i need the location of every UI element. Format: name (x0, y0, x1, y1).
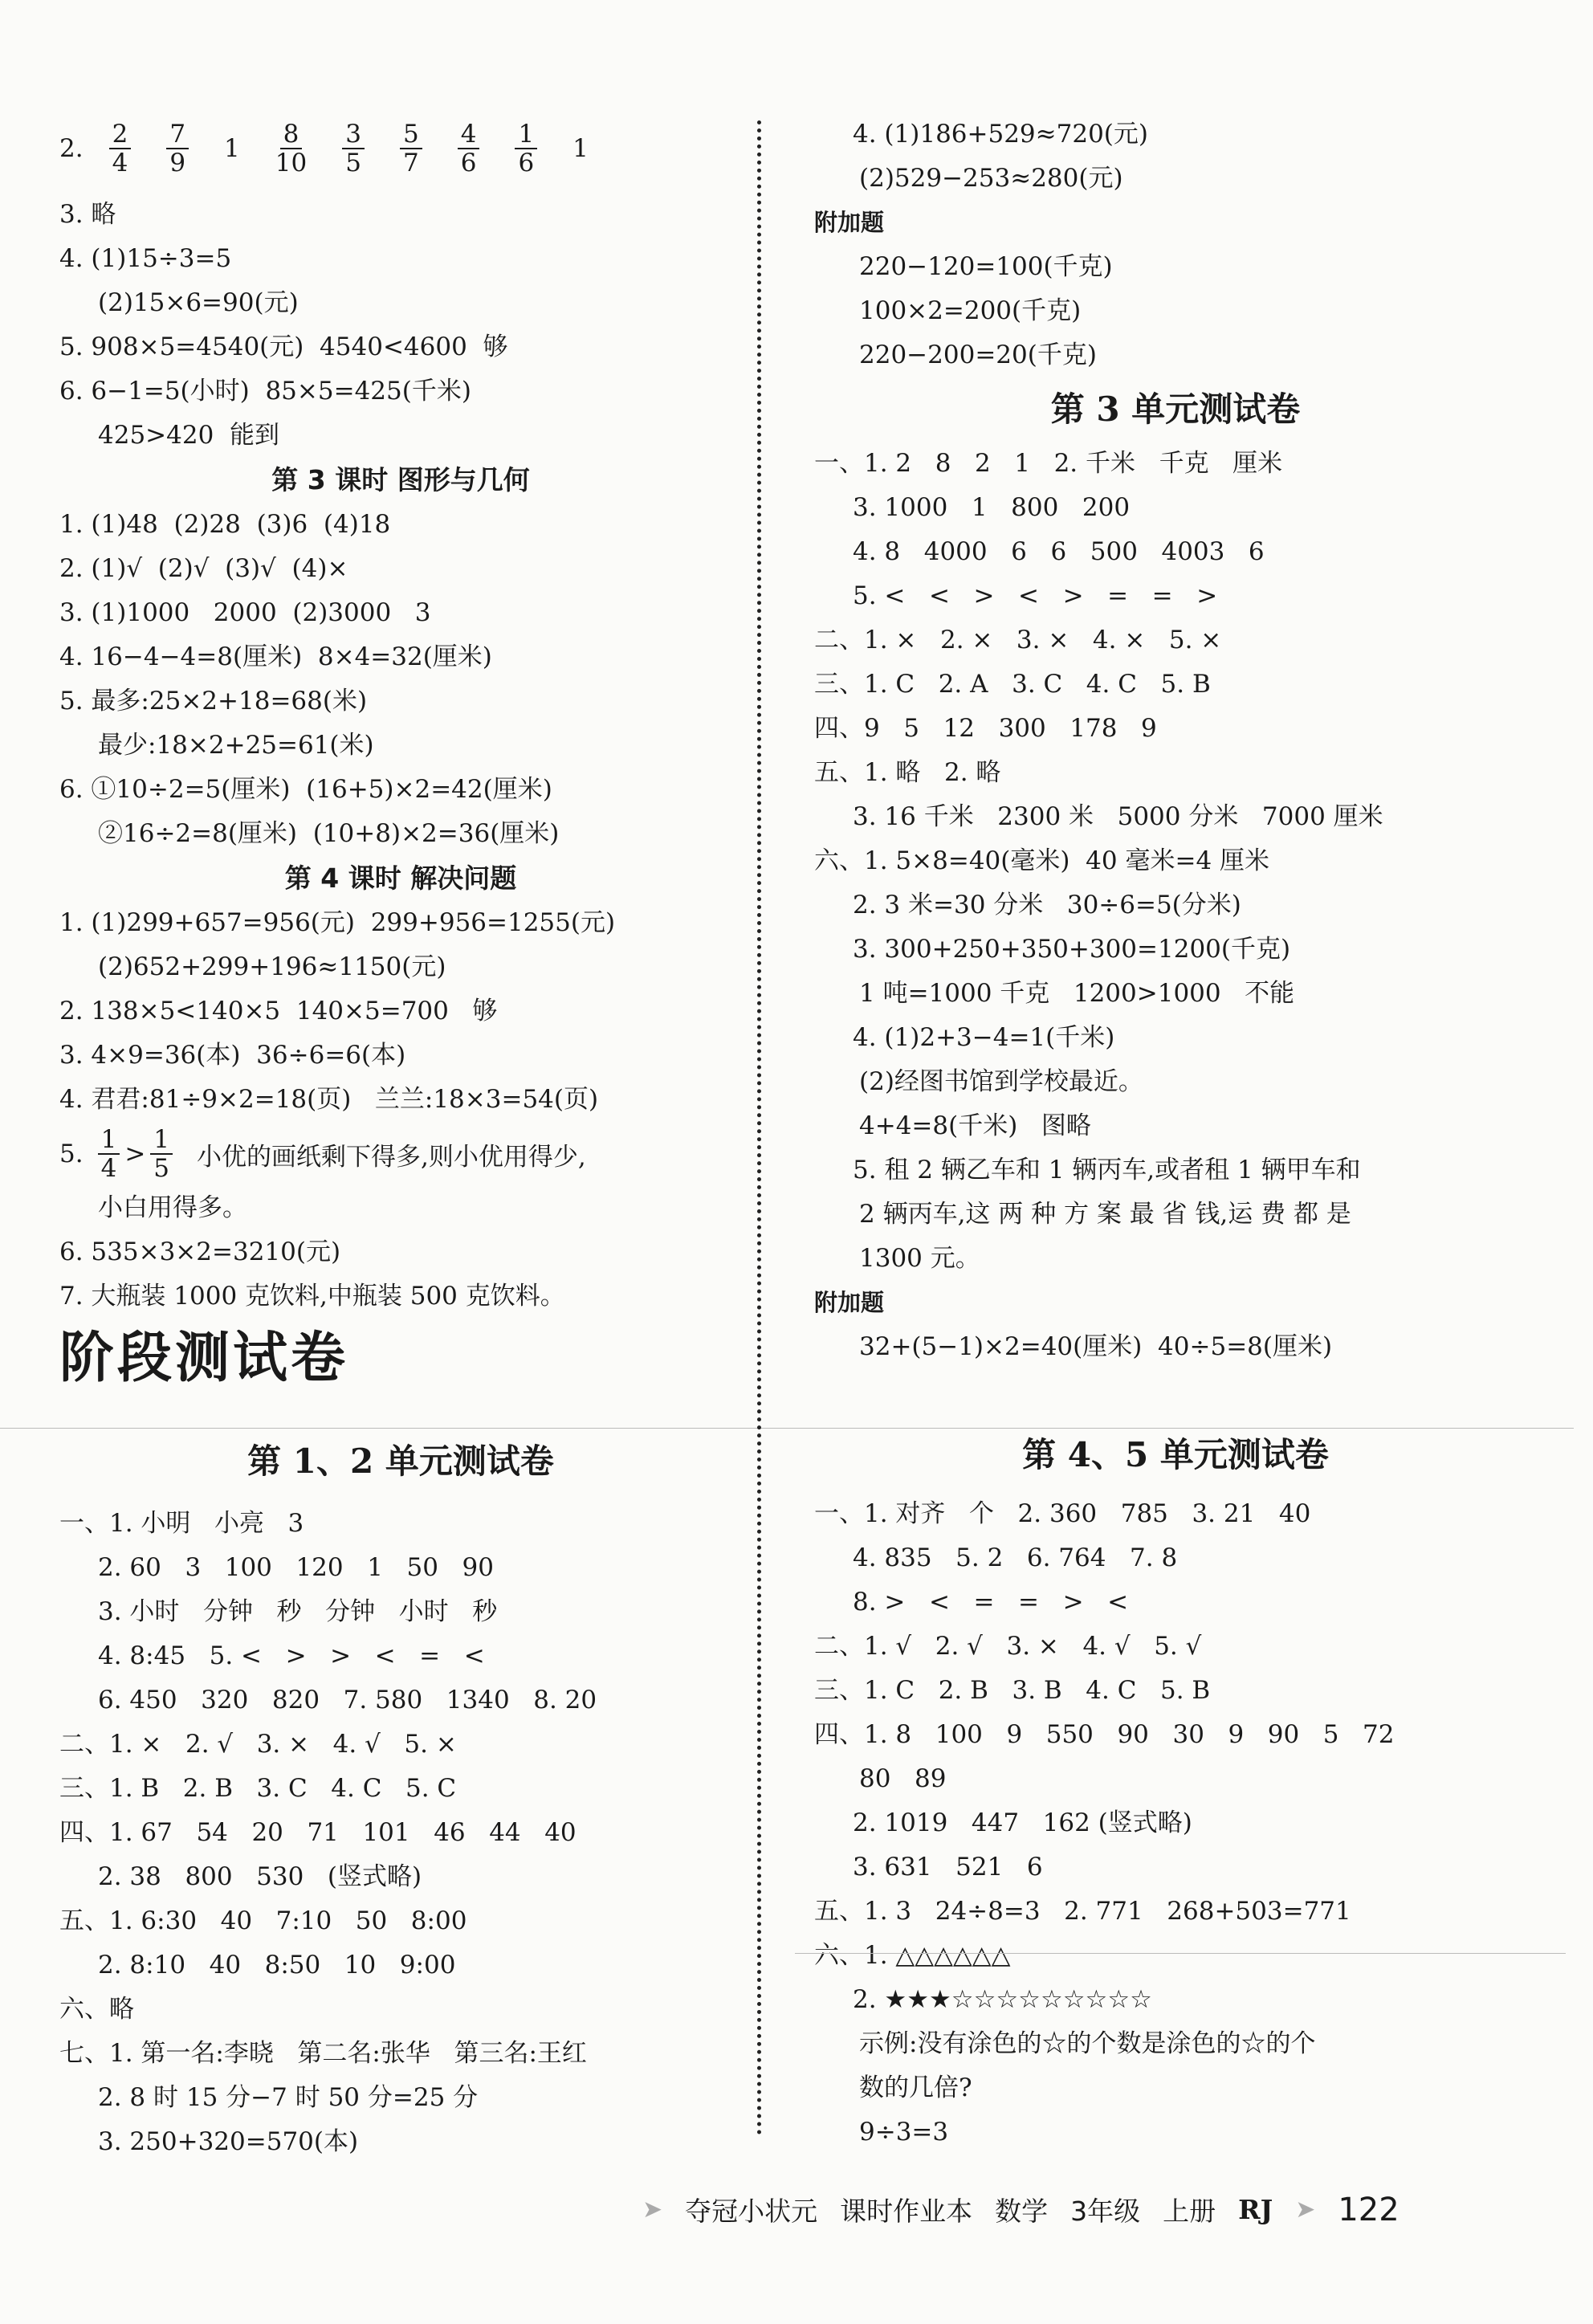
answer-line: 3. 631 521 6 (853, 1853, 1043, 1882)
item-text: 小优的画纸剩下得多,则小优用得少, (197, 1142, 586, 1172)
denominator: 6 (460, 149, 477, 177)
footer-grade: 3年级 (1070, 2196, 1141, 2227)
answer-line: 425>420 能到 (98, 421, 280, 450)
footer-brand: 夺冠小状元 (685, 2196, 818, 2227)
answer-line: 2 辆丙车,这 两 种 方 案 最 省 钱,运 费 都 是 (859, 1200, 1351, 1229)
numerator: 1 (515, 120, 537, 149)
answer-line: 6. 535×3×2=3210(元) (59, 1237, 341, 1266)
answer-line: (2)652+299+196≈1150(元) (98, 952, 446, 981)
answer-line: 4. (1)15÷3=5 (59, 244, 232, 273)
fraction (400, 120, 422, 177)
denominator: 5 (345, 149, 361, 177)
answer-line: 3. 16 千米 2300 米 5000 分米 7000 厘米 (853, 802, 1383, 831)
answer-line: 2. 138×5<140×5 140×5=700 够 (59, 997, 498, 1025)
section-divider (0, 1428, 771, 1429)
answer-line: 3. 4×9=36(本) 36÷6=6(本) (59, 1041, 406, 1070)
answer-line: 一、1. 小明 小亮 3 (59, 1509, 304, 1538)
answer-line: 6. 450 320 820 7. 580 1340 8. 20 (98, 1686, 597, 1714)
column-divider (757, 120, 761, 2136)
answer-line: 三、1. B 2. B 3. C 4. C 5. C (59, 1774, 457, 1803)
lesson4-title: 第 4 课时 解决问题 (284, 862, 517, 894)
denominator: 7 (402, 149, 419, 177)
footer-term: 上册 (1163, 2196, 1216, 2227)
fraction (515, 120, 537, 177)
answer-line: 4. 835 5. 2 6. 764 7. 8 (853, 1543, 1178, 1572)
lesson4-item5 (59, 1122, 742, 1186)
answer-line: 80 89 (859, 1764, 947, 1793)
answer-line: 二、1. √ 2. √ 3. × 4. √ 5. √ (814, 1632, 1202, 1661)
arrow-icon: ➤ (1295, 2196, 1316, 2224)
answer-line: 五、1. 6:30 40 7:10 50 8:00 (59, 1906, 467, 1935)
unit45-column (814, 1423, 1537, 2155)
answer-line: 2. 1019 447 162 (竖式略) (853, 1808, 1192, 1837)
denominator: 5 (153, 1154, 170, 1183)
answer-line: 2. 8 时 15 分−7 时 50 分=25 分 (98, 2083, 479, 2112)
answer-line: 七、1. 第一名:李晓 第二名:张华 第三名:王红 (59, 2039, 587, 2068)
answer-line: 四、9 5 12 300 178 9 (814, 714, 1157, 743)
answer-line: 1. (1)299+657=956(元) 299+956=1255(元) (59, 908, 616, 937)
arrow-icon: ➤ (642, 2196, 663, 2224)
answer-line: 6. ①10÷2=5(厘米) (16+5)×2=42(厘米) (59, 775, 552, 804)
fraction (275, 120, 307, 177)
answer-line: 2. 38 800 530 (竖式略) (98, 1862, 422, 1891)
answer-line: 1. (1)48 (2)28 (3)6 (4)18 (59, 510, 391, 539)
answer-line: (2)15×6=90(元) (98, 288, 299, 317)
answer-line: 三、1. C 2. B 3. B 4. C 5. B (814, 1676, 1211, 1705)
answer-line: 六、1. △△△△△△ (814, 1941, 1011, 1970)
footer-subject: 数学 (995, 2196, 1049, 2227)
answer-line: 2. 3 米=30 分米 30÷6=5(分米) (853, 891, 1241, 919)
fraction (98, 1126, 120, 1182)
unit12-title: 第 1、2 单元测试卷 (247, 1441, 554, 1481)
extra-line: 220−200=20(千克) (859, 340, 1097, 369)
answer-line: 一、1. 2 8 2 1 2. 千米 千克 厘米 (814, 449, 1283, 478)
answer-line: 3. 小时 分钟 秒 分钟 小时 秒 (98, 1597, 498, 1626)
whole-number: 1 (572, 134, 589, 163)
right-column (814, 112, 1537, 1369)
answer-line: 二、1. × 2. × 3. × 4. × 5. × (814, 626, 1222, 654)
answer-line: 六、略 (59, 1995, 134, 2024)
answer-line: 5. 908×5=4540(元) 4540<4600 够 (59, 332, 508, 361)
section-title: 阶段测试卷 (59, 1327, 349, 1390)
answer-line: 示例:没有涂色的☆的个数是涂色的☆的个 (859, 2029, 1316, 2058)
answer-line: 四、1. 8 100 9 550 90 30 9 90 5 72 (814, 1720, 1395, 1749)
answer-line: 5. 最多:25×2+18=68(米) (59, 687, 368, 716)
answer-line: 3. (1)1000 2000 (2)3000 3 (59, 598, 431, 627)
numerator: 7 (166, 120, 189, 149)
answer-line: 6. 6−1=5(小时) 85×5=425(千米) (59, 377, 471, 406)
item-number: 2. (59, 134, 84, 163)
answer-line: 1 吨=1000 千克 1200>1000 不能 (859, 979, 1295, 1008)
answer-line: 8. > < = = > < (853, 1588, 1129, 1617)
numerator: 8 (280, 120, 303, 149)
footer-book: 课时作业本 (840, 2196, 973, 2227)
answer-line: 1300 元。 (859, 1244, 980, 1273)
left-column (59, 104, 742, 1399)
unit3-title: 第 3 单元测试卷 (1050, 389, 1301, 429)
item-number: 5. (59, 1140, 84, 1168)
answer-line: 4. (1)2+3−4=1(千米) (853, 1023, 1115, 1052)
footer-edition: RJ (1238, 2194, 1273, 2225)
fraction (150, 1126, 173, 1182)
page-number: 122 (1338, 2191, 1399, 2228)
footer (642, 2191, 1399, 2228)
extra-label: 附加题 (814, 209, 885, 236)
compare-symbol: > (124, 1140, 146, 1168)
whole-number: 1 (224, 134, 240, 163)
denominator: 10 (275, 149, 308, 177)
answer-line: 3. 250+320=570(本) (98, 2127, 359, 2156)
answer-line: 4. (1)186+529≈720(元) (853, 120, 1148, 149)
answer-line: 数的几倍? (859, 2073, 972, 2102)
fraction (458, 120, 480, 177)
numerator: 2 (109, 120, 132, 149)
answer-line: 三、1. C 2. A 3. C 4. C 5. B (814, 670, 1211, 699)
extra-line: 32+(5−1)×2=40(厘米) 40÷5=8(厘米) (859, 1332, 1333, 1361)
answer-line: 3. 略 (59, 200, 116, 229)
numerator: 1 (98, 1126, 120, 1155)
answer-line: 2. (1)√ (2)√ (3)√ (4)× (59, 554, 348, 583)
denominator: 4 (112, 149, 128, 177)
answer-line: 9÷3=3 (859, 2118, 949, 2147)
denominator: 4 (100, 1154, 117, 1183)
answer-line: 一、1. 对齐 个 2. 360 785 3. 21 40 (814, 1499, 1311, 1528)
extra-line: 220−120=100(千克) (859, 252, 1113, 281)
lesson3-title: 第 3 课时 图形与几何 (271, 464, 530, 495)
answer-line: 4. 16−4−4=8(厘米) 8×4=32(厘米) (59, 642, 492, 671)
answer-line: (2)529−253≈280(元) (859, 164, 1123, 193)
item5-cont: 小白用得多。 (98, 1193, 247, 1222)
extra-line: 100×2=200(千克) (859, 296, 1082, 325)
answer-line: 4+4=8(千米) 图略 (859, 1111, 1091, 1140)
answer-line: 五、1. 略 2. 略 (814, 758, 1001, 787)
section-divider (795, 1953, 1566, 1954)
answer-line: 四、1. 67 54 20 71 101 46 44 40 (59, 1818, 576, 1847)
answer-line: 4. 君君:81÷9×2=18(页) 兰兰:18×3=54(页) (59, 1085, 599, 1114)
fraction (109, 120, 132, 177)
answer-line: 二、1. × 2. √ 3. × 4. √ 5. × (59, 1730, 457, 1759)
answer-line: 4. 8 4000 6 6 500 4003 6 (853, 537, 1265, 566)
answer-line: 五、1. 3 24÷8=3 2. 771 268+503=771 (814, 1897, 1351, 1926)
answer-line: 5. < < > < > = = > (853, 581, 1218, 610)
answer-line: 2. 60 3 100 120 1 50 90 (98, 1553, 494, 1582)
answer-line: 2. ★★★☆☆☆☆☆☆☆☆☆ (853, 1985, 1152, 2014)
answer-line: 最少:18×2+25=61(米) (98, 731, 374, 760)
unit45-title: 第 4、5 单元测试卷 (1022, 1435, 1329, 1474)
numerator: 5 (400, 120, 422, 149)
numerator: 1 (150, 1126, 173, 1155)
numerator: 3 (342, 120, 365, 149)
denominator: 6 (518, 149, 535, 177)
answer-line: 7. 大瓶装 1000 克饮料,中瓶装 500 克饮料。 (59, 1282, 565, 1311)
denominator: 9 (169, 149, 186, 177)
answer-line: 2. 8:10 40 8:50 10 9:00 (98, 1951, 456, 1979)
answer-line: 六、1. 5×8=40(毫米) 40 毫米=4 厘米 (814, 846, 1270, 875)
fraction (166, 120, 189, 177)
answer-line: (2)经图书馆到学校最近。 (859, 1067, 1143, 1096)
fractions-item (59, 104, 742, 193)
answer-line: 3. 300+250+350+300=1200(千克) (853, 935, 1291, 964)
unit12-column (59, 1429, 742, 2164)
answer-line: 5. 租 2 辆乙车和 1 辆丙车,或者租 1 辆甲车和 (853, 1156, 1361, 1184)
numerator: 4 (458, 120, 480, 149)
answer-line: 4. 8:45 5. < > > < = < (98, 1641, 485, 1670)
fraction (342, 120, 365, 177)
answer-line: 3. 1000 1 800 200 (853, 493, 1131, 522)
answer-line: ②16÷2=8(厘米) (10+8)×2=36(厘米) (98, 819, 560, 848)
extra-label: 附加题 (814, 1289, 885, 1316)
